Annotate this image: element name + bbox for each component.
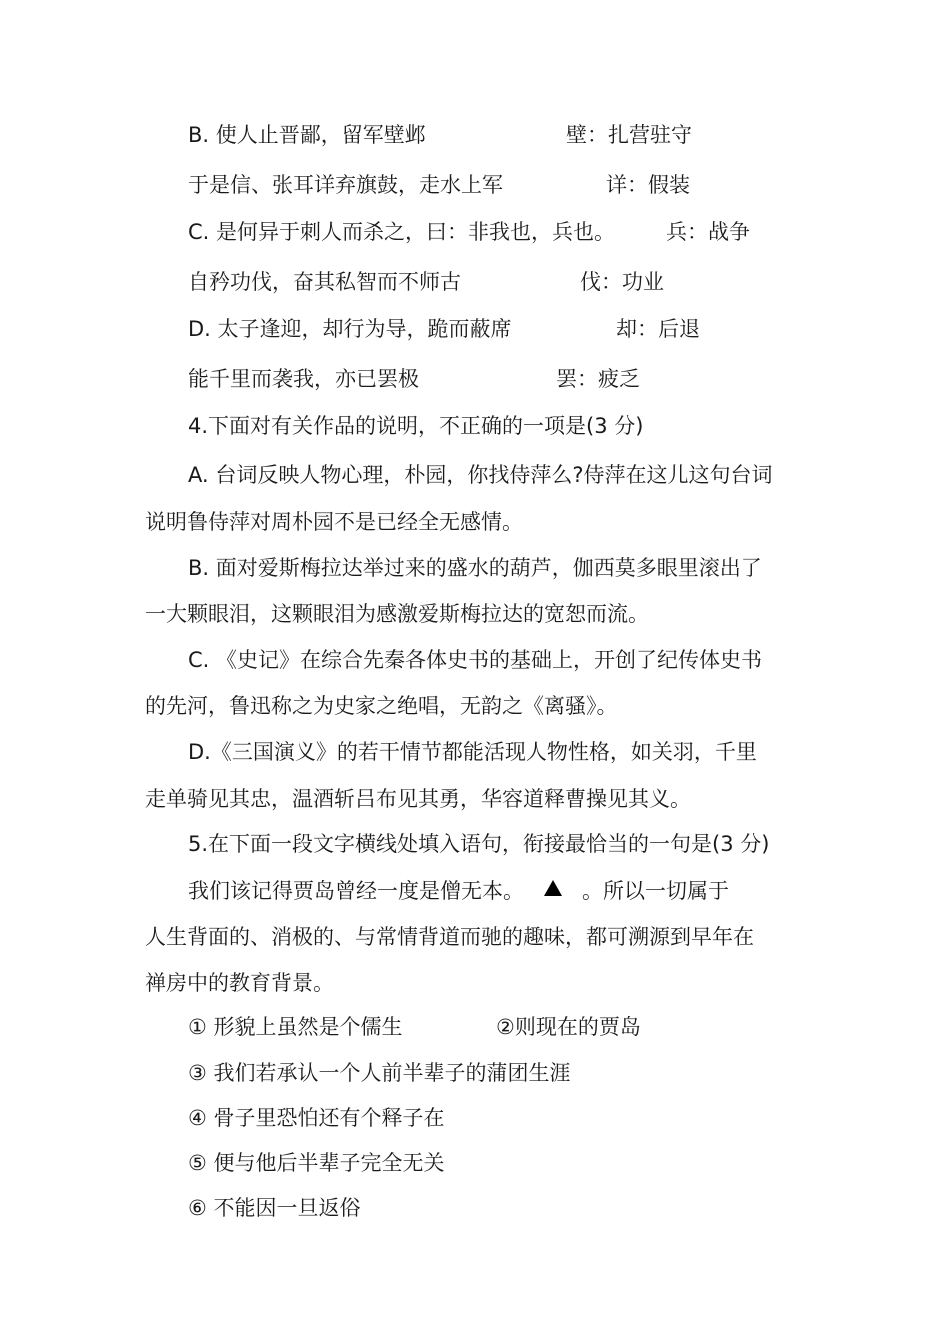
- q3-option-c-line1: C. 是何异于刺人而杀之，曰：非我也，兵也。: [188, 220, 616, 244]
- q5-option-5: ⑤ 便与他后半辈子完全无关: [188, 1151, 445, 1175]
- q5-passage-line1: [188, 876, 729, 906]
- q5-passage-line2: 人生背面的、消极的、与常情背道而驰的趣味，都可溯源到早年在: [145, 925, 754, 949]
- q4-option-c-line2: 的先河，鲁迅称之为史家之绝唱，无韵之《离骚》。: [145, 694, 618, 718]
- q5-passage-line3: 禅房中的教育背景。: [145, 971, 334, 995]
- q4-option-b-line2: 一大颗眼泪，这颗眼泪为感激爱斯梅拉达的宽恕而流。: [145, 602, 649, 626]
- q3-option-d-line2: 能千里而袭我，亦已罢极: [188, 367, 419, 391]
- q5-option-2: ②则现在的贾岛: [496, 1015, 641, 1039]
- q5-option-6: ⑥ 不能因一旦返俗: [188, 1196, 361, 1220]
- q4-option-c-line1: C. 《史记》在综合先秦各体史书的基础上，开创了纪传体史书: [188, 648, 763, 672]
- q4-option-d-line2: 走单骑见其忠，温酒斩吕布见其勇，华容道释曹操见其义。: [145, 787, 691, 811]
- q4-option-d-line1: D.《三国演义》的若干情节都能活现人物性格，如关羽，千里: [188, 740, 757, 764]
- q3-option-d-line1: D. 太子逢迎，却行为导，跪而蔽席: [188, 317, 512, 341]
- q5-option-4: ④ 骨子里恐怕还有个释子在: [188, 1106, 445, 1130]
- blank-triangle-icon: [544, 880, 562, 896]
- q4-option-a-line1: A. 台词反映人物心理，朴园，你找侍萍么?侍萍在这儿这句台词: [188, 463, 773, 487]
- q3-option-c-line2: 自矜功伐，奋其私智而不师古: [188, 270, 461, 294]
- q3-option-b-line2: 于是信、张耳详弃旗鼓，走水上军: [188, 173, 503, 197]
- q4-option-a-line2: 说明鲁侍萍对周朴园不是已经全无感情。: [145, 510, 523, 534]
- q5-option-3: ③ 我们若承认一个人前半辈子的蒲团生涯: [188, 1061, 571, 1085]
- q3-option-c-gloss1: 兵：战争: [666, 220, 750, 244]
- q3-option-b-gloss1: 壁：扎营驻守: [566, 123, 692, 147]
- q3-option-b-line1: B. 使人止晋鄙，留军壁邺: [188, 123, 426, 147]
- q4-stem: 4.下面对有关作品的说明，不正确的一项是(3 分): [188, 414, 644, 438]
- q5-passage-before-blank: 我们该记得贾岛曾经一度是僧无本。: [188, 879, 524, 903]
- q3-option-c-gloss2: 伐：功业: [580, 270, 664, 294]
- q3-option-d-gloss1: 却：后退: [616, 317, 700, 341]
- q5-passage-after-blank: 。所以一切属于: [582, 879, 729, 903]
- q3-option-d-gloss2: 罢：疲乏: [556, 367, 640, 391]
- q4-option-b-line1: B. 面对爱斯梅拉达举过来的盛水的葫芦，伽西莫多眼里滚出了: [188, 556, 762, 580]
- q5-option-1: ① 形貌上虽然是个儒生: [188, 1015, 403, 1039]
- q5-stem: 5.在下面一段文字横线处填入语句，衔接最恰当的一句是(3 分): [188, 832, 770, 856]
- q3-option-b-gloss2: 详：假装: [606, 173, 690, 197]
